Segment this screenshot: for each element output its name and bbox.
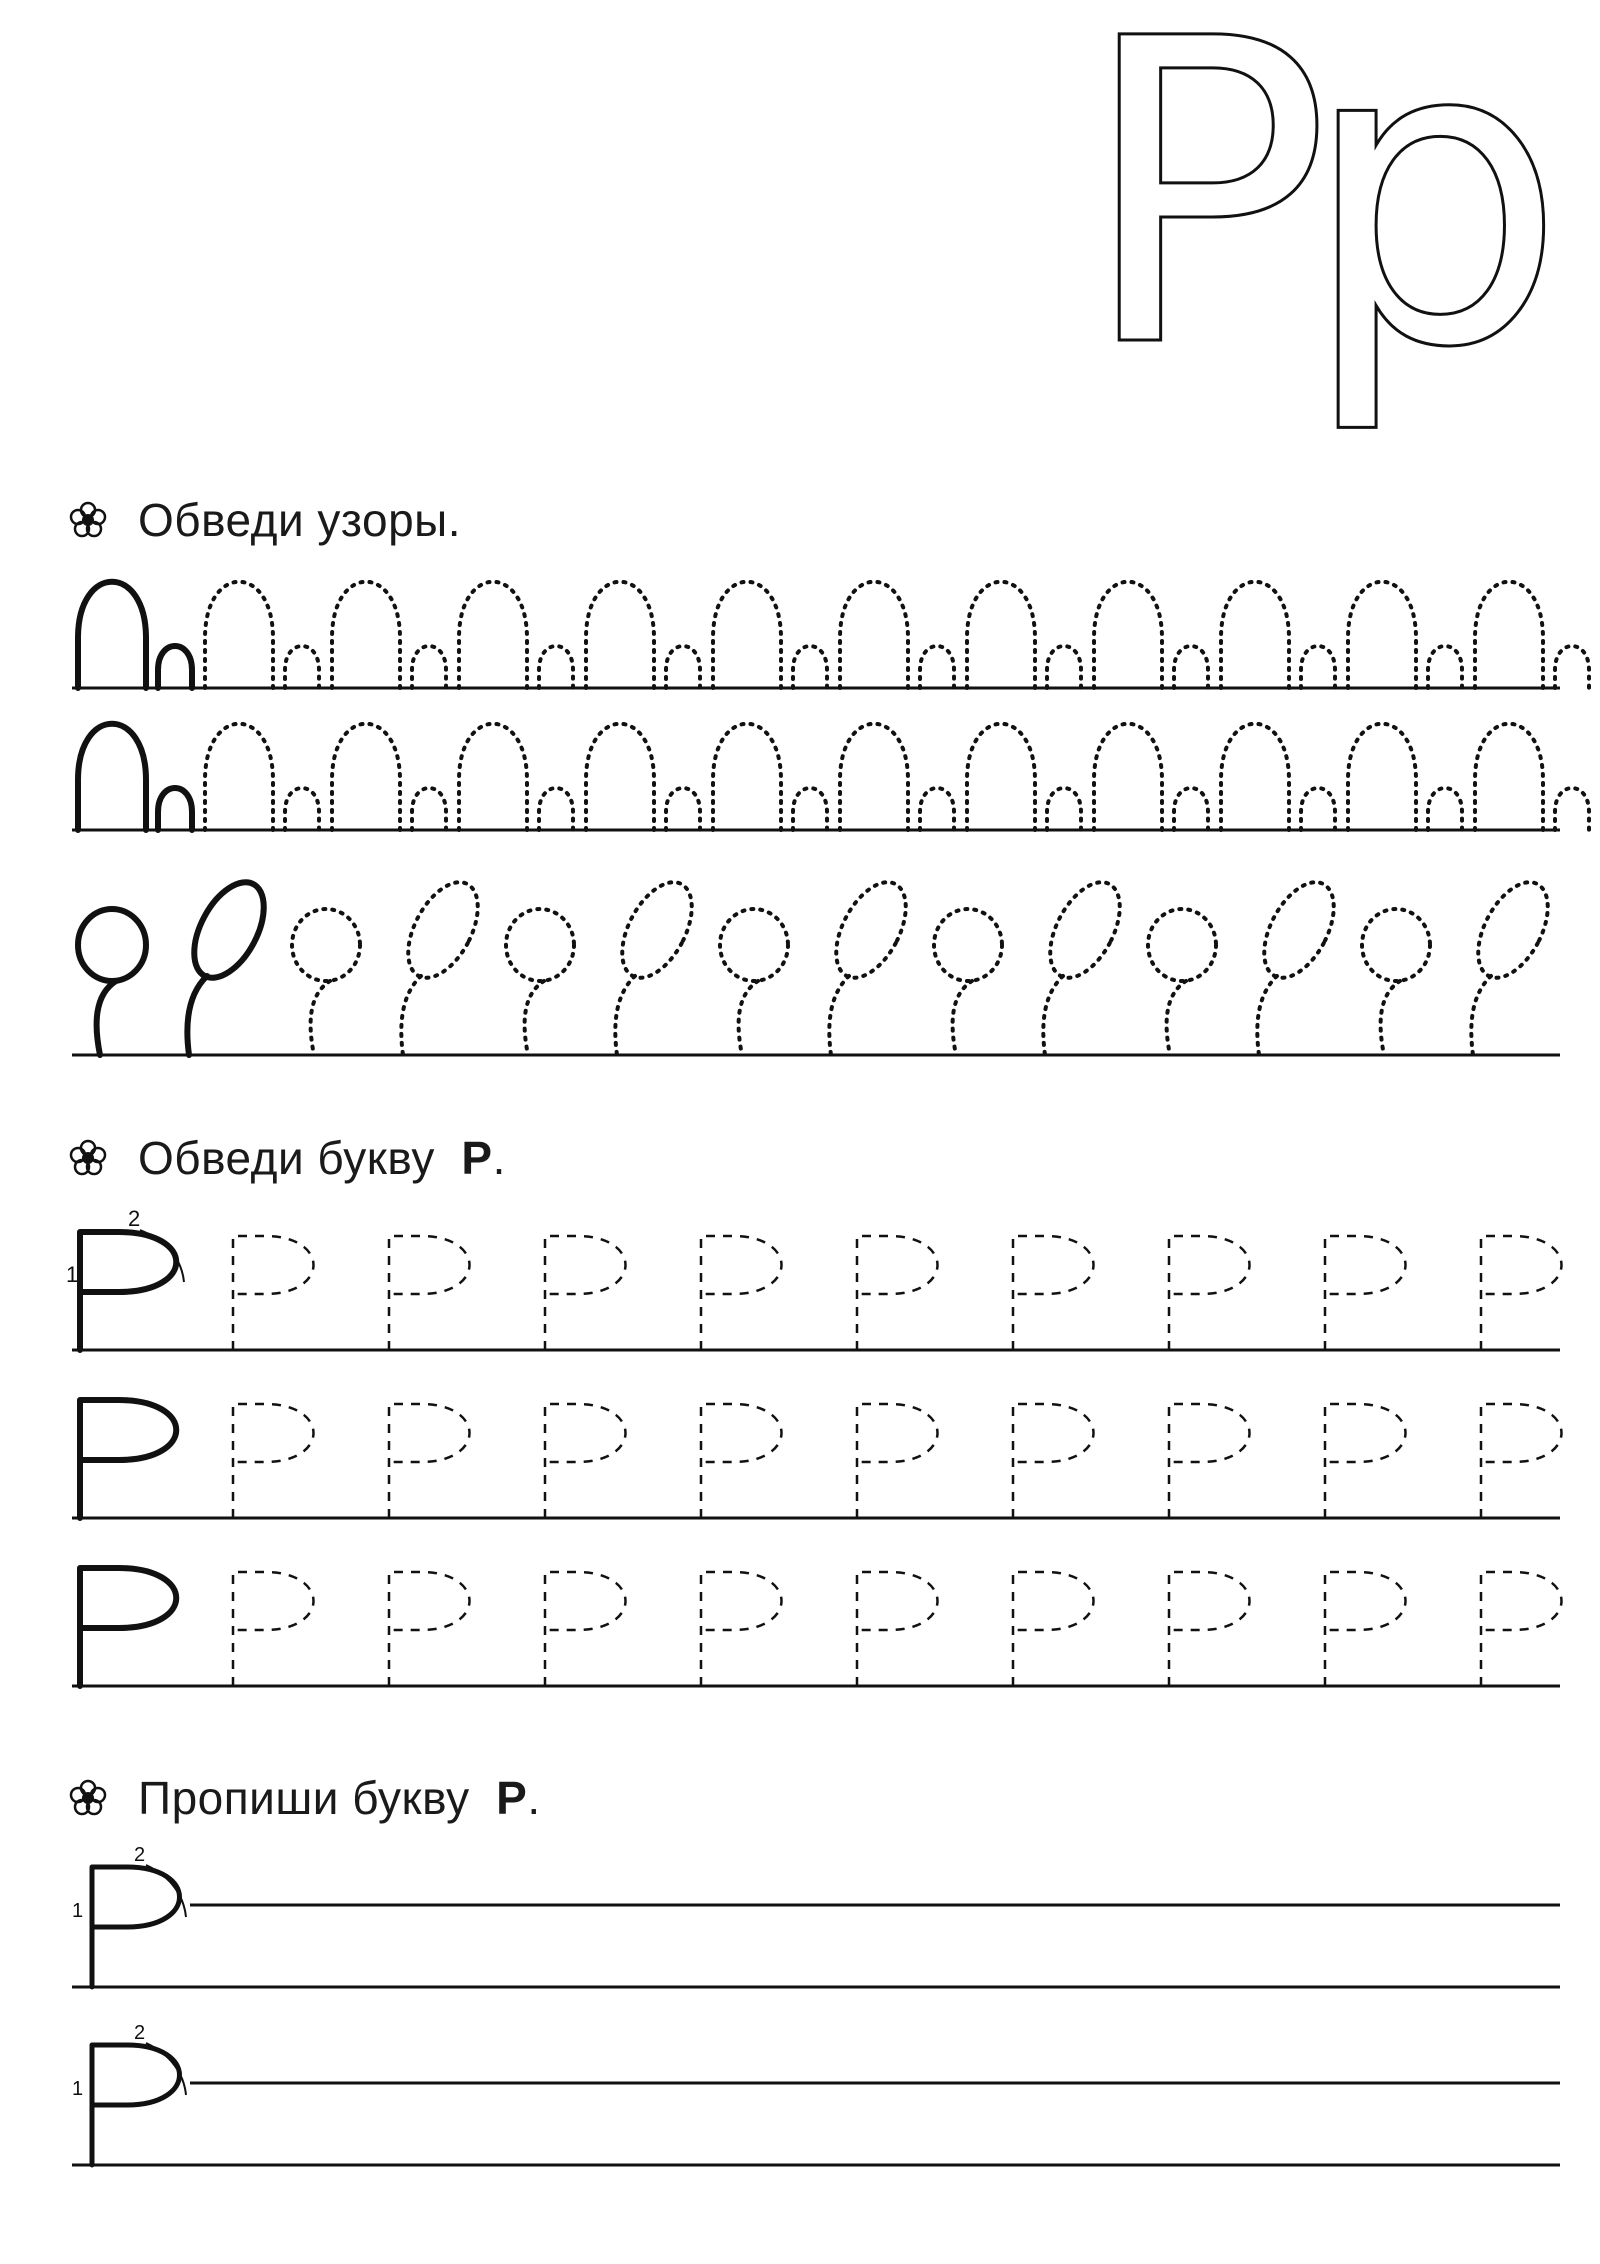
dotted-letter-r <box>857 1572 938 1686</box>
dotted-arch <box>332 582 446 688</box>
flower-icon <box>68 500 108 540</box>
dotted-loop <box>822 871 920 989</box>
dotted-loop <box>1464 871 1562 989</box>
sample-loop <box>78 909 146 981</box>
sample-letter-r <box>80 1568 176 1686</box>
loop-stem <box>615 976 635 1055</box>
dotted-letter-r <box>1325 1572 1406 1686</box>
dotted-letter-r <box>1013 1236 1094 1350</box>
instruction-trace-patterns <box>68 490 461 550</box>
dotted-letter-r <box>701 1404 782 1518</box>
loop-stem <box>739 981 758 1055</box>
dotted-arch <box>967 724 1081 830</box>
instruction-write-letter <box>68 1768 541 1828</box>
dotted-loop <box>1148 909 1216 981</box>
dotted-letter-r <box>701 1236 782 1350</box>
loop-stem <box>1167 981 1186 1055</box>
instruction-text: Обведи букву Р. <box>138 1132 506 1184</box>
dotted-arch <box>1221 582 1335 688</box>
stroke-number: 2 <box>134 1844 146 1866</box>
dotted-arch <box>586 724 700 830</box>
instruction-letter: Р <box>496 1772 528 1824</box>
dotted-letter-r <box>1481 1236 1562 1350</box>
loop-stem <box>1257 976 1277 1055</box>
dotted-loop <box>720 909 788 981</box>
big-letter-upper: Р <box>1078 0 1332 440</box>
loop-stem <box>97 981 116 1055</box>
dotted-arch <box>205 724 319 830</box>
dotted-letter-r <box>233 1404 314 1518</box>
dotted-arch <box>1094 724 1208 830</box>
loop-stem <box>1043 976 1063 1055</box>
dotted-arch <box>205 582 319 688</box>
flower-icon <box>68 1138 108 1178</box>
big-letter-lower: р <box>1300 0 1567 440</box>
instruction-text: Обведи узоры. <box>138 494 462 546</box>
dotted-arch <box>840 582 954 688</box>
sample-loop <box>180 871 278 989</box>
dotted-letter-r <box>1013 1404 1094 1518</box>
dotted-loop <box>394 871 492 989</box>
dotted-arch <box>586 582 700 688</box>
sample-letter-r <box>92 2045 180 2165</box>
dotted-arch <box>332 724 446 830</box>
dotted-letter-r <box>389 1236 470 1350</box>
dotted-letter-r <box>1481 1404 1562 1518</box>
stroke-number: 1 <box>66 1262 79 1287</box>
dotted-arch <box>1475 582 1589 688</box>
dotted-arch <box>459 582 573 688</box>
dotted-letter-r <box>857 1236 938 1350</box>
loop-stem <box>829 976 849 1055</box>
dotted-letter-r <box>1169 1404 1250 1518</box>
loop-stem <box>187 976 207 1055</box>
dotted-arch <box>1475 724 1589 830</box>
loop-stem <box>401 976 421 1055</box>
dotted-letter-r <box>857 1404 938 1518</box>
sample-letter-r <box>92 1867 180 1987</box>
dotted-letter-r <box>545 1404 626 1518</box>
dotted-arch <box>713 724 827 830</box>
dotted-letter-r <box>1325 1404 1406 1518</box>
instruction-letter: Р <box>461 1132 493 1184</box>
dotted-arch <box>1221 724 1335 830</box>
pattern-rows <box>72 582 1589 1055</box>
stroke-number: 1 <box>72 1900 84 1922</box>
loop-stem <box>525 981 544 1055</box>
dotted-arch <box>840 724 954 830</box>
dotted-letter-r <box>1325 1236 1406 1350</box>
sample-letter-r <box>80 1232 176 1350</box>
dotted-letter-r <box>1169 1572 1250 1686</box>
instruction-text: Пропиши букву Р. <box>138 1772 541 1824</box>
dotted-loop <box>292 909 360 981</box>
dotted-loop <box>934 909 1002 981</box>
dotted-loop <box>608 871 706 989</box>
dotted-letter-r <box>1481 1572 1562 1686</box>
dotted-letter-r <box>389 1572 470 1686</box>
dotted-letter-r <box>545 1236 626 1350</box>
dotted-letter-r <box>701 1572 782 1686</box>
stroke-number: 2 <box>128 1206 141 1231</box>
dotted-letter-r <box>233 1572 314 1686</box>
dotted-arch <box>1348 582 1462 688</box>
dotted-loop <box>1362 909 1430 981</box>
dotted-letter-r <box>545 1572 626 1686</box>
dotted-arch <box>713 582 827 688</box>
dotted-letter-r <box>1169 1236 1250 1350</box>
dotted-arch <box>459 724 573 830</box>
dotted-letter-r <box>1013 1572 1094 1686</box>
dotted-letter-r <box>233 1236 314 1350</box>
stroke-number: 1 <box>72 2078 84 2100</box>
sample-letter-r <box>80 1400 176 1518</box>
letter-rows <box>66 1206 1562 2165</box>
flower-icon <box>68 1778 108 1818</box>
loop-stem <box>1471 976 1491 1055</box>
loop-stem <box>953 981 972 1055</box>
dotted-arch <box>1348 724 1462 830</box>
stroke-number: 2 <box>134 2022 146 2044</box>
dotted-loop <box>1250 871 1348 989</box>
loop-stem <box>311 981 330 1055</box>
dotted-arch <box>1094 582 1208 688</box>
dotted-letter-r <box>389 1404 470 1518</box>
dotted-loop <box>1036 871 1134 989</box>
writing-rows <box>72 1844 1560 2165</box>
sample-arch <box>78 582 192 688</box>
dotted-arch <box>967 582 1081 688</box>
loop-stem <box>1381 981 1400 1055</box>
instruction-trace-letter <box>68 1128 506 1188</box>
dotted-loop <box>506 909 574 981</box>
sample-arch <box>78 724 192 830</box>
